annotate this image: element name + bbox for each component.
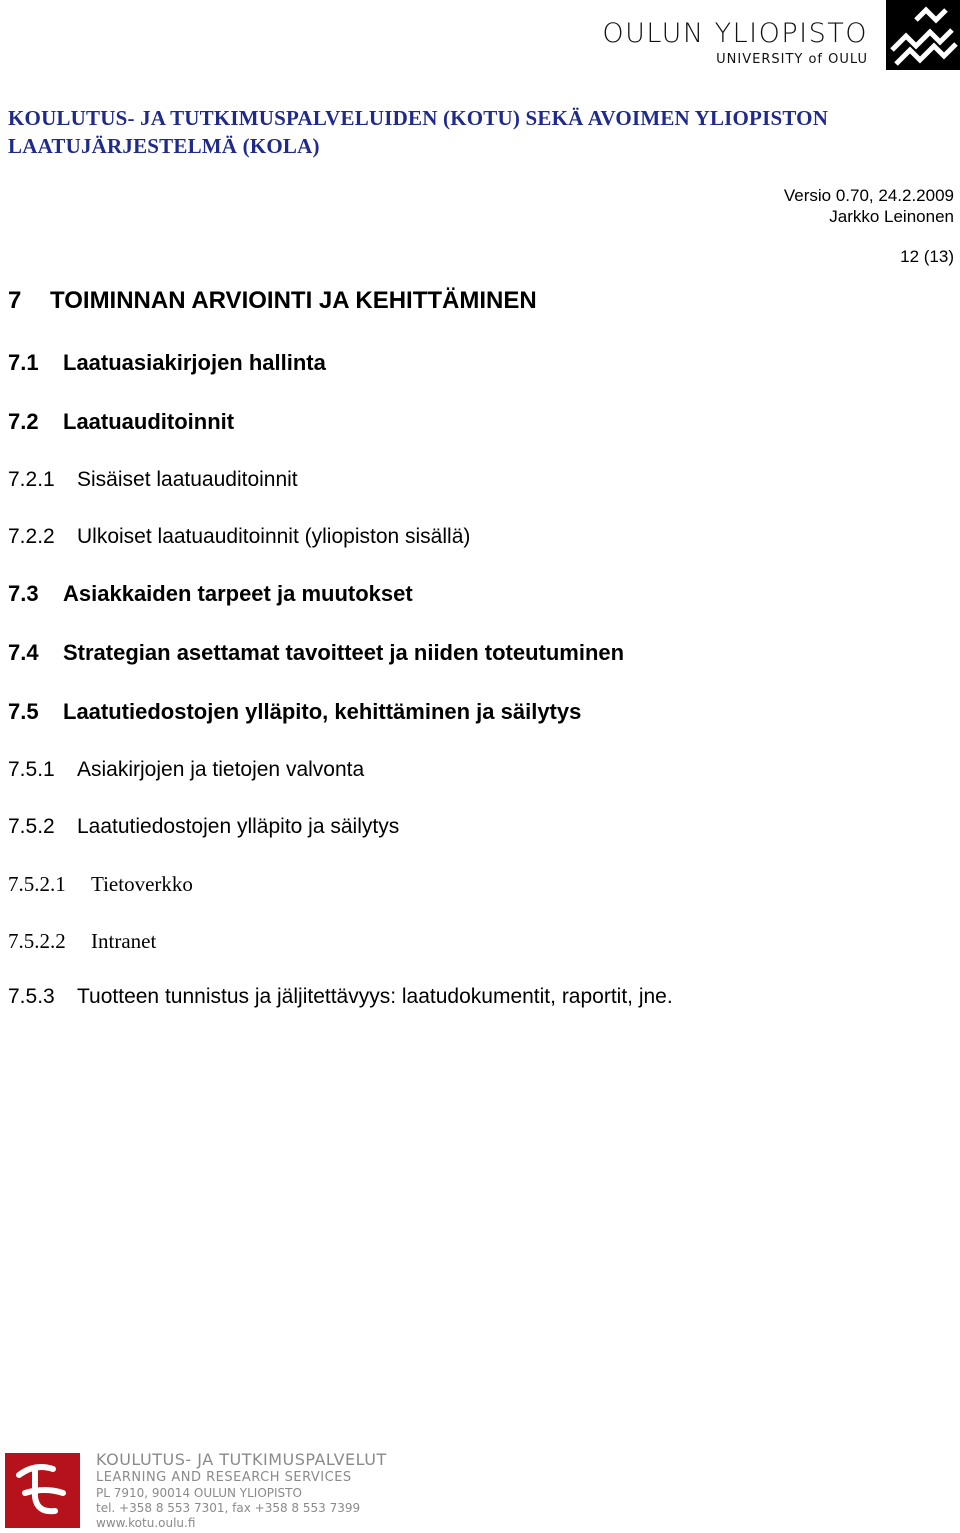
document-version: Versio 0.70, 24.2.2009 bbox=[783, 186, 954, 205]
heading-text: Asiakkaiden tarpeet ja muutokset bbox=[63, 581, 413, 606]
heading-number: 7.2.1 bbox=[8, 468, 55, 491]
heading-7-5-1 bbox=[8, 758, 364, 782]
heading-number: 7.5.3 bbox=[8, 985, 55, 1008]
heading-7-4 bbox=[8, 640, 624, 666]
heading-7-3 bbox=[8, 581, 413, 607]
heading-text: Sisäiset laatuauditoinnit bbox=[77, 468, 298, 491]
heading-text: Laatuauditoinnit bbox=[63, 409, 235, 434]
university-logo-text bbox=[602, 18, 868, 68]
heading-number: 7 bbox=[8, 287, 22, 314]
heading-text: Ulkoiset laatuauditoinnit (yliopiston sisällä) bbox=[77, 525, 471, 548]
footer-website: www.kotu.oulu.fi bbox=[96, 1516, 196, 1530]
heading-7-2-1 bbox=[8, 468, 298, 492]
footer-contact bbox=[96, 1450, 387, 1531]
heading-7-5-2-2 bbox=[8, 929, 156, 954]
university-name: OULUN YLIOPISTO bbox=[602, 18, 868, 49]
heading-number: 7.5.2 bbox=[8, 815, 55, 838]
university-of-oulu-mark-icon bbox=[886, 0, 960, 70]
kotu-logo-icon bbox=[5, 1453, 80, 1528]
heading-text: Strategian asettamat tavoitteet ja niiden toteutuminen bbox=[63, 640, 625, 665]
page-number: 12 (13) bbox=[900, 247, 954, 266]
heading-number: 7.5.2.2 bbox=[8, 929, 66, 953]
heading-7-5-3 bbox=[8, 985, 673, 1009]
heading-text: Tietoverkko bbox=[91, 872, 193, 896]
heading-text: Asiakirjojen ja tietojen valvonta bbox=[77, 758, 365, 781]
document-title-line-1: KOULUTUS- JA TUTKIMUSPALVELUIDEN (KOTU) SEKÄ AVOIMEN YLIOPISTON bbox=[8, 106, 829, 130]
document-author: Jarkko Leinonen bbox=[829, 207, 954, 226]
heading-number: 7.5.2.1 bbox=[8, 872, 66, 896]
document-title bbox=[8, 104, 828, 160]
university-name-english: UNIVERSITY of OULU bbox=[716, 52, 868, 67]
heading-text: Intranet bbox=[91, 929, 157, 953]
heading-text: Laatutiedostojen ylläpito ja säilytys bbox=[77, 815, 400, 838]
heading-number: 7.2 bbox=[8, 409, 39, 434]
footer-org-name-english: LEARNING AND RESEARCH SERVICES bbox=[96, 1470, 352, 1485]
heading-number: 7.2.2 bbox=[8, 525, 55, 548]
heading-text: TOIMINNAN ARVIOINTI JA KEHITTÄMINEN bbox=[50, 287, 537, 314]
heading-7-2-2 bbox=[8, 525, 470, 549]
heading-7-5-2 bbox=[8, 815, 399, 839]
heading-number: 7.1 bbox=[8, 350, 39, 375]
heading-text: Tuotteen tunnistus ja jäljitettävyys: laatudokumentit, raportit, jne. bbox=[77, 985, 673, 1008]
footer-address: PL 7910, 90014 OULUN YLIOPISTO bbox=[96, 1486, 302, 1500]
heading-text: Laatutiedostojen ylläpito, kehittäminen ja säilytys bbox=[63, 699, 582, 724]
heading-number: 7.5 bbox=[8, 699, 39, 724]
document-title-line-2: LAATUJÄRJESTELMÄ (KOLA) bbox=[8, 134, 320, 158]
heading-number: 7.5.1 bbox=[8, 758, 55, 781]
heading-text: Laatuasiakirjojen hallinta bbox=[63, 350, 326, 375]
heading-7-1 bbox=[8, 350, 326, 376]
heading-number: 7.4 bbox=[8, 640, 39, 665]
heading-7 bbox=[8, 287, 537, 315]
footer-phone: tel. +358 8 553 7301, fax +358 8 553 7399 bbox=[96, 1501, 361, 1515]
heading-7-5 bbox=[8, 699, 581, 725]
footer-org-name: KOULUTUS- JA TUTKIMUSPALVELUT bbox=[96, 1450, 387, 1469]
heading-7-2 bbox=[8, 409, 234, 435]
heading-number: 7.3 bbox=[8, 581, 39, 606]
heading-7-5-2-1 bbox=[8, 872, 193, 897]
